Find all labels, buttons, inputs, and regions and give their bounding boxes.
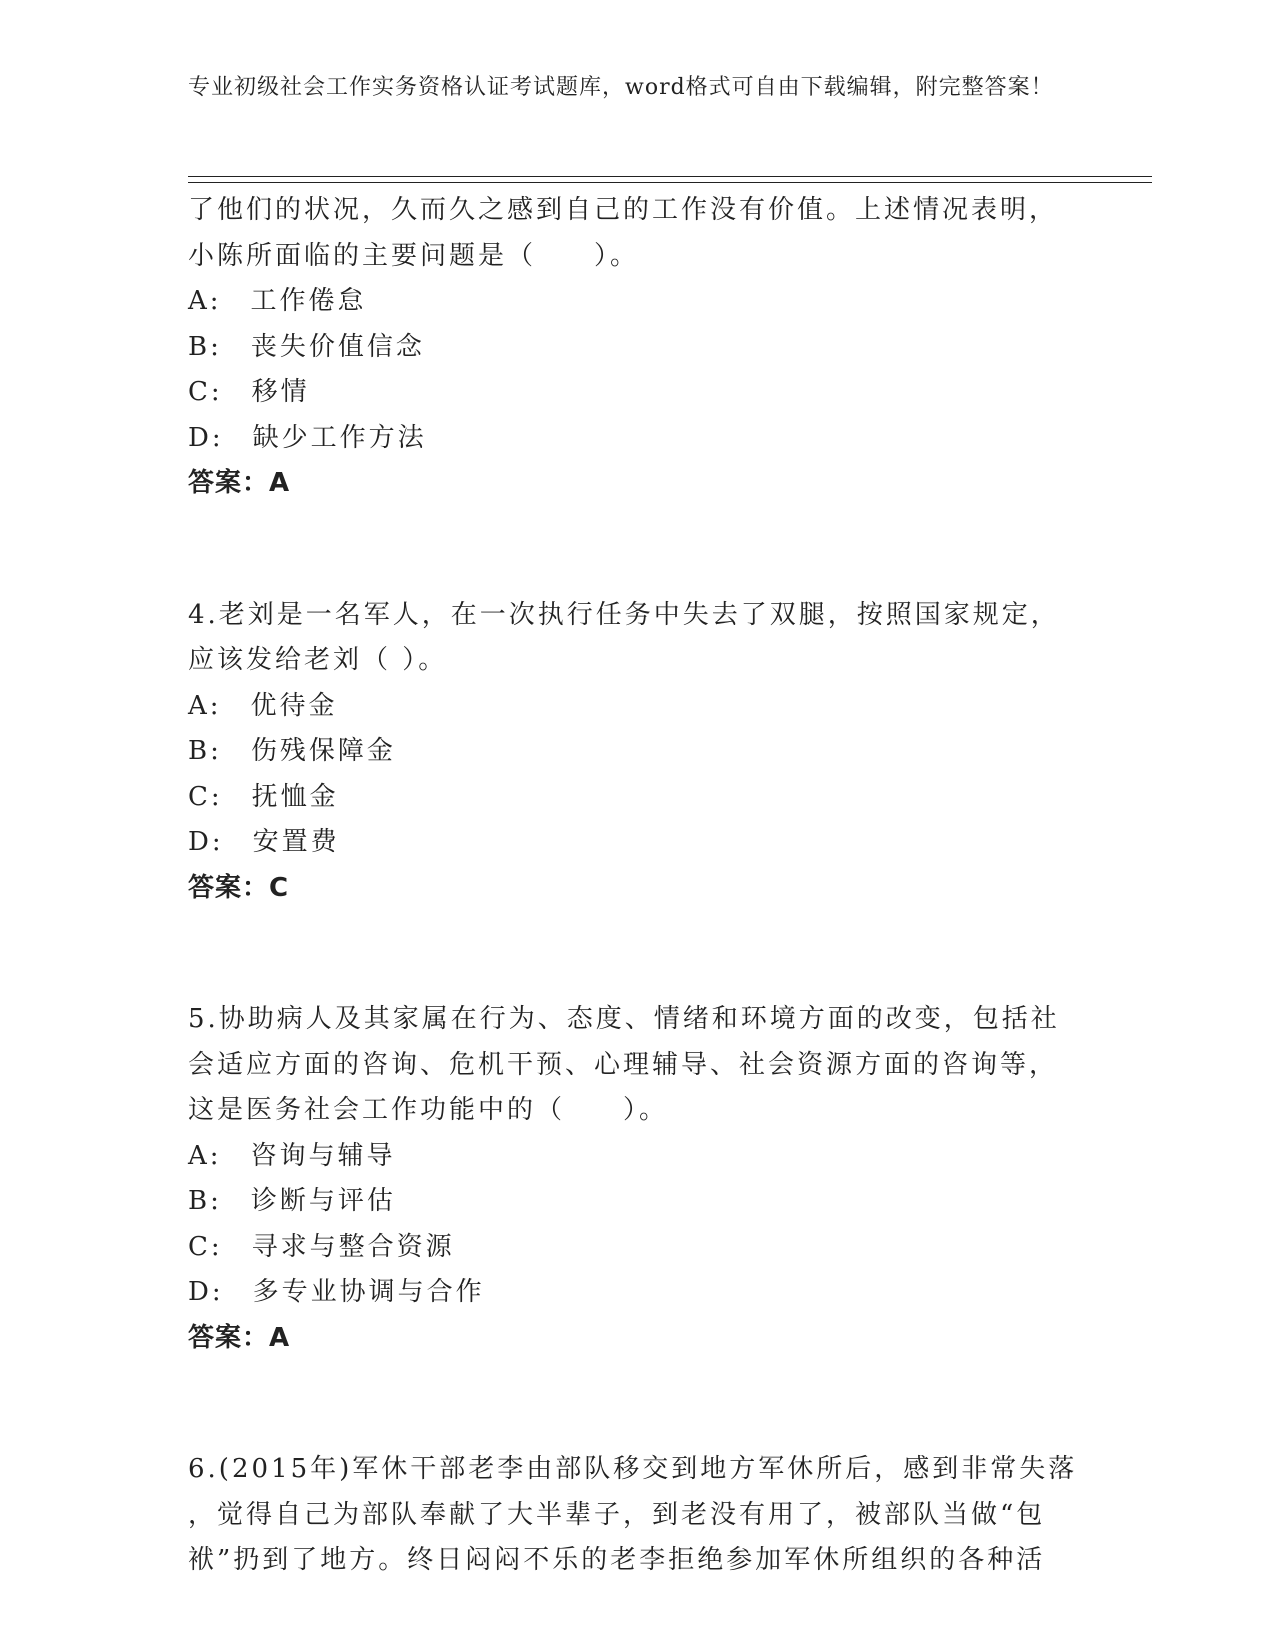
question-stem-line: 袱”扔到了地方。终日闷闷不乐的老李拒绝参加军休所组织的各种活 [188, 1545, 1046, 1575]
question-spacer [188, 507, 1068, 593]
answer-line: 答案：A [188, 468, 291, 498]
answer-line: 答案：C [188, 872, 290, 903]
option-a: A: 优待金 [188, 690, 338, 721]
question-stem-line: 会适应方面的咨询、危机干预、心理辅导、社会资源方面的咨询等， [188, 1049, 1059, 1080]
option-d: D: 缺少工作方法 [188, 422, 427, 453]
option-d: D: 多专业协调与合作 [188, 1277, 485, 1307]
question-stem-line: 4.老刘是一名军人，在一次执行任务中失去了双腿，按照国家规定， [188, 599, 1060, 630]
option-b: B: 丧失价值信念 [188, 331, 425, 362]
answer-line: 答案：A [188, 1322, 291, 1353]
header-rule-top [188, 176, 1152, 177]
question-spacer [188, 1361, 1068, 1447]
question-block [188, 997, 1068, 1361]
option-c: C: 抚恤金 [188, 781, 339, 812]
option-a: A: 工作倦怠 [188, 286, 367, 316]
option-b: B: 诊断与评估 [188, 1186, 396, 1216]
question-block [188, 593, 1068, 912]
question-spacer [188, 911, 1068, 997]
question-stem-line: 5.协助病人及其家属在行为、态度、情绪和环境方面的改变，包括社 [188, 1004, 1060, 1034]
question-stem-line: 这是医务社会工作功能中的（ ）。 [188, 1095, 669, 1125]
question-stem-line: 小陈所面临的主要问题是（ ）。 [188, 240, 640, 271]
question-stem-line: 6.(2015年)军休干部老李由部队移交到地方军休所后，感到非常失落 [188, 1454, 1078, 1484]
page-header: 专业初级社会工作实务资格认证考试题库，word格式可自由下载编辑，附完整答案！ [188, 75, 1054, 100]
question-block [188, 1447, 1078, 1584]
question-stem-line: ，觉得自己为部队奉献了大半辈子，到老没有用了，被部队当做“包 [188, 1499, 1046, 1530]
header-rule-bottom [188, 182, 1152, 183]
option-b: B: 伤残保障金 [188, 736, 396, 766]
option-c: C: 移情 [188, 377, 310, 407]
option-d: D: 安置费 [188, 827, 340, 857]
option-c: C: 寻求与整合资源 [188, 1231, 455, 1262]
question-stem-line: 了他们的状况，久而久之感到自己的工作没有价值。上述情况表明， [188, 195, 1059, 225]
question-stem-line: 应该发给老刘（ ）。 [188, 645, 448, 675]
question-block [188, 188, 1068, 507]
question-list [188, 188, 1078, 1584]
option-a: A: 咨询与辅导 [188, 1140, 396, 1171]
